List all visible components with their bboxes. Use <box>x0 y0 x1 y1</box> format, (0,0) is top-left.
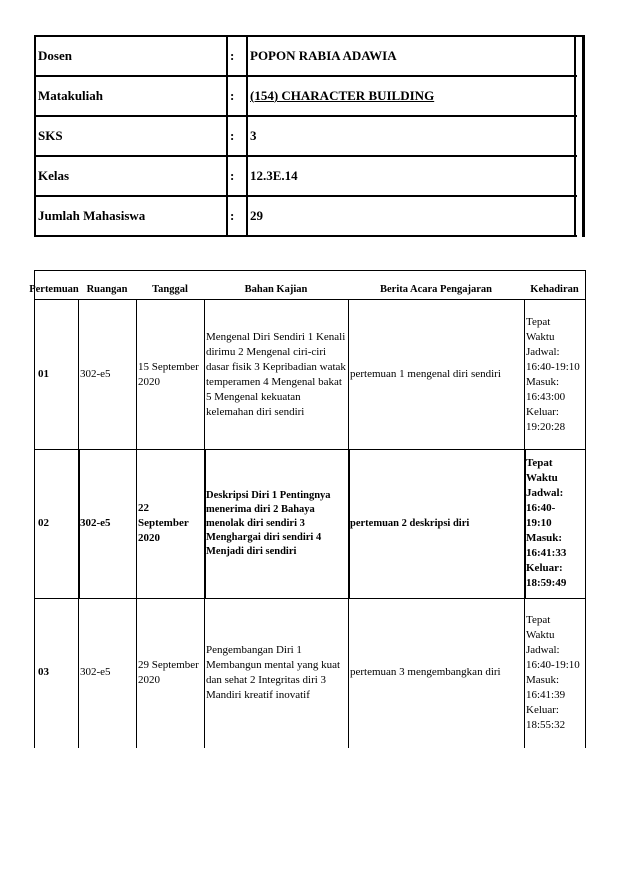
course-info-table <box>34 35 585 237</box>
bahan-kajian-cell: Deskripsi Diri 1 Pentingnya menerima diri 2 Bahaya menolak diri sendiri 3 Menghargai diri sendiri 4 Menjadi diri sendiri <box>206 489 331 557</box>
header-pertemuan: Pertemuan <box>29 284 79 295</box>
separator: : <box>230 168 235 183</box>
tanggal-cell: 15 September 2020 <box>138 360 199 388</box>
column-divider <box>585 270 586 748</box>
tanggal-cell: 29 September 2020 <box>138 658 199 686</box>
meetings-table <box>29 270 585 748</box>
header-bahan-kajian: Bahan Kajian <box>244 284 308 295</box>
pertemuan-cell: 01 <box>38 368 49 380</box>
matakuliah-value: (154) CHARACTER BUILDING <box>250 88 435 103</box>
kehadiran-cell: Tepat Waktu Jadwal: 16:40-19:10 Masuk: 16:41:33 Keluar: 18:59:49 <box>526 457 567 589</box>
header-ruangan: Ruangan <box>86 284 128 295</box>
column-divider <box>34 270 35 748</box>
tanggal-cell: 22 September 2020 <box>138 502 189 544</box>
pertemuan-cell: 03 <box>38 666 49 678</box>
separator: : <box>230 88 235 103</box>
ruangan-cell: 302-e5 <box>80 517 111 529</box>
jumlah-mahasiswa-label: Jumlah Mahasiswa <box>38 208 146 223</box>
ruangan-cell: 302-e5 <box>80 666 111 678</box>
column-divider <box>136 300 137 748</box>
dosen-label: Dosen <box>38 48 72 63</box>
kehadiran-cell: Tepat Waktu Jadwal: 16:40-19:10 Masuk: 16:41:39 Keluar: 18:55:32 <box>526 613 580 731</box>
sks-label: SKS <box>38 128 63 143</box>
berita-acara-cell: pertemuan 1 mengenal diri sendiri <box>350 368 501 380</box>
ruangan-cell: 302-e5 <box>80 368 111 380</box>
pertemuan-cell: 02 <box>38 517 49 529</box>
header-berita-acara: Berita Acara Pengajaran <box>380 284 492 295</box>
kelas-label: Kelas <box>38 168 70 183</box>
sks-value: 3 <box>250 128 257 143</box>
separator: : <box>230 208 235 223</box>
kehadiran-cell: Tepat Waktu Jadwal: 16:40-19:10 Masuk: 16:43:00 Keluar: 19:20:28 <box>526 315 580 433</box>
separator: : <box>230 48 235 63</box>
header-tanggal: Tanggal <box>152 284 188 295</box>
berita-acara-cell: pertemuan 3 mengembangkan diri <box>350 666 501 678</box>
berita-acara-cell: pertemuan 2 deskripsi diri <box>350 518 470 529</box>
info-row-matakuliah <box>36 77 577 117</box>
info-row-sks <box>36 117 577 157</box>
dosen-value: POPON RABIA ADAWIA <box>250 48 397 63</box>
matakuliah-label: Matakuliah <box>38 88 104 103</box>
bahan-kajian-cell: Pengembangan Diri 1 Membangun mental yang kuat dan sehat 2 Integritas diri 3 Mandiri kreatif inovatif <box>206 643 341 701</box>
header-kehadiran: Kehadiran <box>530 284 579 295</box>
bahan-kajian-cell: Mengenal Diri Sendiri 1 Kenali dirimu 2 Mengenal ciri-ciri dasar fisik 3 Kepribadian watak temperamen 4 Mengenal bakat 5 Mengenal kekuatan kelemahan diri sendiri <box>206 330 346 418</box>
info-row-jumlah-mahasiswa <box>36 197 577 237</box>
info-row-dosen <box>36 37 577 77</box>
info-row-kelas <box>36 157 577 197</box>
separator: : <box>230 128 235 143</box>
kelas-value: 12.3E.14 <box>250 168 298 183</box>
jumlah-mahasiswa-value: 29 <box>250 208 263 223</box>
table-border <box>34 270 585 271</box>
